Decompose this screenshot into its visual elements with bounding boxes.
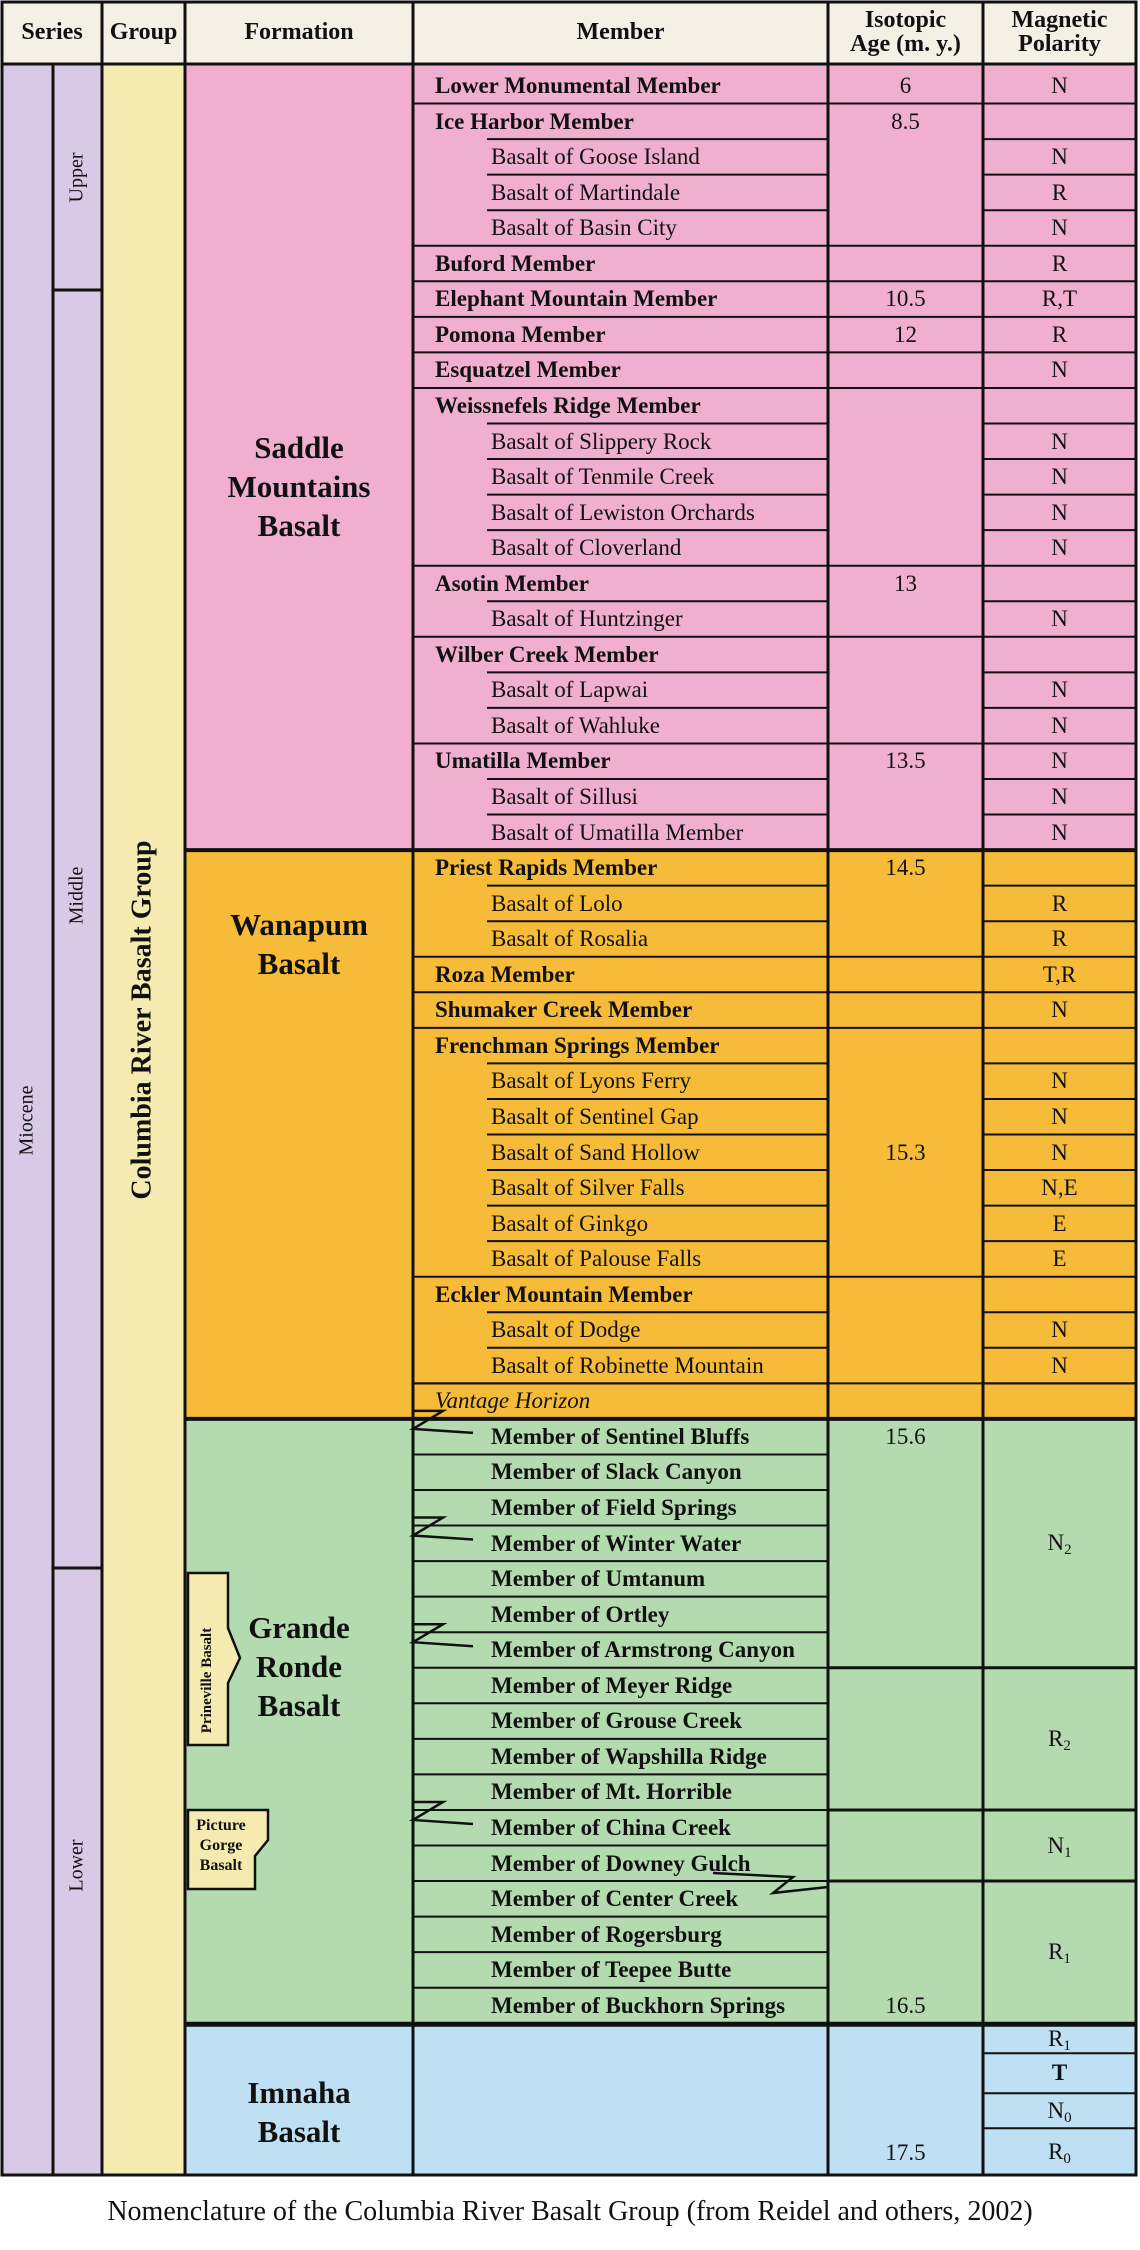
member-name: Basalt of Lapwai bbox=[491, 677, 649, 703]
magnetic-polarity: N bbox=[1051, 357, 1068, 383]
magnetic-polarity: N bbox=[1051, 464, 1068, 490]
formation-label-line: Saddle bbox=[254, 429, 344, 465]
isotopic-age: 12 bbox=[894, 321, 917, 347]
grande-polarity bbox=[983, 1721, 1136, 1756]
picture-gorge-label bbox=[190, 1816, 252, 1876]
formation-label-line: Grande bbox=[248, 1609, 350, 1645]
series-middle: Middle bbox=[65, 866, 88, 924]
magnetic-polarity: N bbox=[1051, 1068, 1068, 1094]
member-name: Umatilla Member bbox=[435, 748, 611, 774]
magnetic-polarity: T,R bbox=[1042, 961, 1077, 987]
isotopic-age: 15.6 bbox=[885, 1423, 926, 1449]
header-formation: Formation bbox=[244, 19, 354, 45]
formation-label-line: Ronde bbox=[255, 1648, 343, 1684]
formation-label-line: Wanapum bbox=[230, 907, 368, 942]
magnetic-polarity: R,T bbox=[1041, 286, 1078, 312]
magnetic-polarity: N bbox=[1051, 215, 1068, 241]
member-name: Basalt of Silver Falls bbox=[491, 1175, 685, 1201]
grande-polarity bbox=[983, 1934, 1136, 1969]
member-name: Lower Monumental Member bbox=[435, 73, 721, 98]
member-name: Member of Field Springs bbox=[491, 1495, 737, 1520]
magnetic-polarity: E bbox=[1052, 1246, 1067, 1272]
member-name: Asotin Member bbox=[435, 570, 589, 596]
member-name: Esquatzel Member bbox=[435, 357, 621, 383]
member-name: Member of Wapshilla Ridge bbox=[491, 1743, 767, 1769]
member-name: Basalt of Martindale bbox=[491, 179, 681, 205]
magnetic-polarity: N bbox=[1051, 606, 1068, 632]
series-lower: Lower bbox=[65, 1838, 88, 1892]
member-name: Member of Teepee Butte bbox=[491, 1957, 732, 1983]
member-name: Roza Member bbox=[435, 961, 575, 987]
member-name: Basalt of Goose Island bbox=[491, 144, 700, 170]
polarity-subscript: 0 bbox=[1064, 2109, 1072, 2126]
member-name: Basalt of Huntzinger bbox=[491, 606, 683, 632]
member-name: Member of Meyer Ridge bbox=[491, 1672, 733, 1698]
imnaha-label bbox=[185, 2073, 413, 2151]
member-name: Member of Slack Canyon bbox=[491, 1459, 742, 1485]
grande-ronde-label bbox=[185, 1608, 413, 1725]
member-name: Member of China Creek bbox=[491, 1814, 731, 1840]
isotopic-age: 14.5 bbox=[885, 855, 926, 881]
polarity-subscript: 2 bbox=[1063, 1737, 1071, 1754]
magnetic-polarity: R bbox=[1051, 321, 1068, 347]
member-name: Member of Downey Gulch bbox=[491, 1850, 751, 1876]
magnetic-polarity: N bbox=[1051, 784, 1068, 809]
header-polarity-line: Magnetic bbox=[1011, 7, 1108, 33]
polarity-base: R bbox=[1048, 1939, 1064, 1965]
formation-label-line: Basalt bbox=[257, 946, 341, 981]
formation-label-line: Mountains bbox=[227, 468, 371, 504]
formation-label-line: Basalt bbox=[257, 1687, 341, 1723]
picture-gorge-label-line: Picture bbox=[196, 1817, 246, 1834]
isotopic-age: 6 bbox=[899, 73, 912, 98]
member-name: Member of Ortley bbox=[491, 1601, 670, 1627]
imnaha-age: 17.5 bbox=[885, 2140, 926, 2165]
member-name: Priest Rapids Member bbox=[435, 855, 658, 881]
member-name: Basalt of Slippery Rock bbox=[491, 428, 712, 454]
magnetic-polarity: N bbox=[1051, 499, 1068, 525]
magnetic-polarity: N bbox=[1051, 1352, 1068, 1378]
imnaha-polarity bbox=[983, 2021, 1136, 2056]
member-name: Elephant Mountain Member bbox=[435, 286, 718, 312]
member-name: Member of Mt. Horrible bbox=[491, 1779, 732, 1805]
series-upper: Upper bbox=[65, 152, 88, 202]
member-name: Member of Sentinel Bluffs bbox=[491, 1423, 750, 1449]
member-name: Basalt of Basin City bbox=[491, 215, 677, 241]
member-name: Member of Buckhorn Springs bbox=[491, 1992, 786, 2018]
magnetic-polarity: N bbox=[1051, 428, 1068, 454]
polarity-subscript: 0 bbox=[1063, 2150, 1071, 2167]
header-group: Group bbox=[109, 19, 178, 45]
polarity-base: N bbox=[1047, 2097, 1065, 2123]
member-name: Member of Grouse Creek bbox=[491, 1708, 743, 1734]
magnetic-polarity: N,E bbox=[1041, 1175, 1078, 1201]
magnetic-polarity: N bbox=[1051, 677, 1068, 703]
member-name: Frenchman Springs Member bbox=[435, 1032, 720, 1058]
magnetic-polarity: N bbox=[1051, 1317, 1068, 1343]
member-name: Ice Harbor Member bbox=[435, 108, 634, 134]
polarity-base: N bbox=[1047, 1530, 1065, 1556]
group-name: Columbia River Basalt Group bbox=[127, 840, 158, 1200]
epoch-miocene: Miocene bbox=[15, 1085, 38, 1155]
magnetic-polarity: R bbox=[1051, 179, 1068, 205]
magnetic-polarity: R bbox=[1051, 890, 1068, 916]
magnetic-polarity: N bbox=[1051, 748, 1068, 774]
member-name: Eckler Mountain Member bbox=[435, 1281, 693, 1307]
imnaha-polarity bbox=[983, 2055, 1136, 2090]
magnetic-polarity: N bbox=[1051, 997, 1068, 1023]
header-age-line: Isotopic bbox=[864, 7, 947, 33]
isotopic-age: 13.5 bbox=[885, 748, 926, 774]
isotopic-age: 13 bbox=[894, 570, 917, 596]
member-name: Basalt of Lyons Ferry bbox=[491, 1068, 691, 1094]
polarity-subscript: 1 bbox=[1064, 1844, 1072, 1861]
magnetic-polarity: N bbox=[1051, 1139, 1068, 1165]
figure-caption: Nomenclature of the Columbia River Basalt Group (from Reidel and others, 2002) bbox=[107, 2196, 1033, 2227]
header-age-line: Age (m. y.) bbox=[850, 31, 961, 57]
imnaha-polarity bbox=[983, 2093, 1136, 2128]
member-name: Shumaker Creek Member bbox=[435, 997, 693, 1023]
picture-gorge-label-line: Gorge bbox=[199, 1837, 243, 1854]
formation-label-line: Imnaha bbox=[247, 2075, 351, 2110]
polarity-base: T bbox=[1051, 2060, 1068, 2086]
polarity-base: N bbox=[1047, 1832, 1065, 1858]
magnetic-polarity: N bbox=[1051, 144, 1068, 170]
member-name: Basalt of Palouse Falls bbox=[491, 1246, 702, 1272]
member-name: Basalt of Dodge bbox=[491, 1317, 641, 1343]
polarity-base: R bbox=[1048, 2138, 1064, 2164]
member-name: Basalt of Sentinel Gap bbox=[491, 1103, 699, 1129]
member-name: Weissnefels Ridge Member bbox=[435, 392, 701, 418]
member-name: Basalt of Lewiston Orchards bbox=[491, 499, 755, 525]
header-polarity bbox=[983, 0, 1136, 64]
member-name: Basalt of Rosalia bbox=[491, 926, 649, 952]
formation-label-line: Basalt bbox=[257, 507, 341, 543]
header-age bbox=[828, 0, 983, 64]
imnaha-polarity bbox=[983, 2134, 1136, 2169]
member-name: Basalt of Cloverland bbox=[491, 535, 682, 561]
member-name: Member of Umtanum bbox=[491, 1566, 706, 1592]
member-name: Basalt of Wahluke bbox=[491, 712, 660, 738]
header-polarity-line: Polarity bbox=[1018, 31, 1101, 57]
magnetic-polarity: E bbox=[1052, 1210, 1067, 1236]
member-name: Member of Center Creek bbox=[491, 1886, 739, 1912]
member-name: Pomona Member bbox=[435, 321, 606, 347]
polarity-subscript: 1 bbox=[1063, 1951, 1071, 1968]
member-name: Basalt of Sillusi bbox=[491, 784, 638, 809]
header-member: Member bbox=[576, 19, 665, 45]
member-name: Member of Rogersburg bbox=[491, 1921, 722, 1947]
isotopic-age: 10.5 bbox=[885, 286, 926, 312]
isotopic-age: 8.5 bbox=[891, 108, 920, 134]
isotopic-age: 16.5 bbox=[885, 1992, 926, 2018]
saddle-mountains-label bbox=[185, 428, 413, 545]
magnetic-polarity: N bbox=[1051, 535, 1068, 561]
formation-label-line: Basalt bbox=[257, 2114, 341, 2149]
member-name: Basalt of Robinette Mountain bbox=[491, 1352, 764, 1378]
wanapum-label bbox=[185, 905, 413, 983]
member-name: Basalt of Umatilla Member bbox=[491, 819, 744, 845]
grande-polarity bbox=[983, 1828, 1136, 1863]
polarity-subscript: 2 bbox=[1064, 1542, 1072, 1559]
magnetic-polarity: N bbox=[1051, 712, 1068, 738]
polarity-base: R bbox=[1048, 2026, 1064, 2052]
member-name: Basalt of Tenmile Creek bbox=[491, 464, 715, 490]
member-name: Wilber Creek Member bbox=[435, 641, 659, 667]
member-name: Buford Member bbox=[435, 250, 596, 276]
picture-gorge-label-line: Basalt bbox=[199, 1857, 243, 1874]
member-name: Basalt of Sand Hollow bbox=[491, 1139, 700, 1165]
polarity-base: R bbox=[1048, 1725, 1064, 1751]
member-name: Member of Armstrong Canyon bbox=[491, 1637, 795, 1663]
magnetic-polarity: R bbox=[1051, 250, 1068, 276]
header-series: Series bbox=[21, 19, 83, 45]
member-name: Vantage Horizon bbox=[435, 1388, 591, 1414]
prineville-label: Prineville Basalt bbox=[199, 1627, 216, 1733]
isotopic-age: 15.3 bbox=[885, 1139, 926, 1165]
polarity-subscript: 1 bbox=[1063, 2038, 1071, 2055]
magnetic-polarity: R bbox=[1051, 926, 1068, 952]
magnetic-polarity: N bbox=[1051, 819, 1068, 845]
magnetic-polarity: N bbox=[1051, 73, 1068, 98]
grande-polarity bbox=[983, 1525, 1136, 1560]
member-name: Basalt of Ginkgo bbox=[491, 1210, 649, 1236]
member-name: Basalt of Lolo bbox=[491, 890, 623, 916]
member-name: Member of Winter Water bbox=[491, 1530, 742, 1556]
magnetic-polarity: N bbox=[1051, 1103, 1068, 1129]
